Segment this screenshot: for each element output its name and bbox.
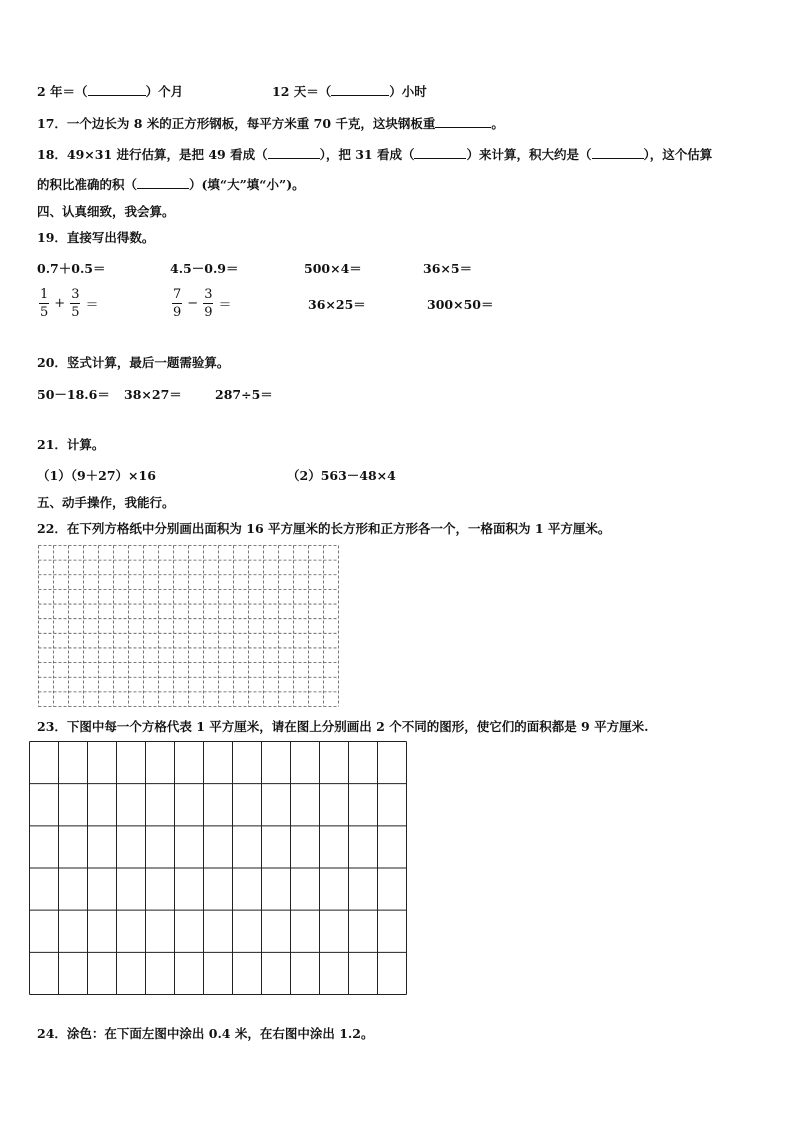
q21-item-2: （2）563－48×4 (287, 468, 396, 483)
numerator: 3 (71, 287, 80, 302)
q23-text: 23．下图中每一个方格代表 1 平方厘米，请在图上分别画出 2 个不同的图形，使它们的面积都是 9 平方厘米. (37, 719, 649, 734)
denominator: 9 (173, 305, 182, 320)
q18-line2 (37, 177, 305, 193)
q17-blank[interactable] (435, 126, 491, 128)
q18-blank-4[interactable] (137, 187, 189, 189)
q19-fraction-expr-1 (37, 286, 101, 321)
q19-item-3: 500×4＝ (304, 261, 362, 276)
minus-sign: − (187, 296, 199, 311)
q19-item-8: 300×50＝ (427, 297, 494, 312)
q18-text-c: ）来计算，积大约是（ (466, 147, 592, 162)
fraction (39, 286, 49, 321)
section-4-heading: 四、认真细致，我会算。 (37, 204, 175, 219)
q20-item-1: 50－18.6＝ (37, 387, 110, 402)
denominator: 5 (40, 305, 49, 320)
q21-title: 21．计算。 (37, 437, 105, 452)
q16-part2 (272, 84, 427, 100)
q18-line1 (37, 147, 712, 163)
denominator: 5 (71, 305, 80, 320)
q19-fraction-expr-2 (170, 286, 234, 321)
q16-part2-text: 12 天＝（ (272, 84, 332, 99)
q17 (37, 116, 504, 132)
q21-item-1: （1）（9＋27）×16 (37, 468, 156, 483)
q19-item-2: 4.5－0.9＝ (170, 261, 239, 276)
q18-blank-1[interactable] (268, 157, 320, 159)
fraction (172, 286, 182, 321)
fraction (70, 286, 80, 321)
equals-sign: ＝ (218, 298, 232, 313)
q18-text-a: 18．49×31 进行估算，是把 49 看成（ (37, 147, 268, 162)
q18-text-f: ）(填“大”填“小”)。 (189, 177, 305, 192)
q17-text: 17．一个边长为 8 米的正方形钢板，每平方米重 70 千克，这块钢板重 (37, 116, 436, 131)
numerator: 3 (204, 287, 213, 302)
q19-item-1: 0.7＋0.5＝ (37, 261, 106, 276)
q19-item-4: 36×5＝ (423, 261, 473, 276)
q18-blank-2[interactable] (414, 157, 466, 159)
numerator: 1 (40, 287, 49, 302)
fraction (203, 286, 213, 321)
square-grid[interactable] (29, 741, 408, 996)
plus-sign: + (54, 296, 66, 311)
q20-item-3: 287÷5＝ (215, 387, 273, 402)
q16-part2-end: ）小时 (389, 84, 427, 99)
q17-end: 。 (491, 116, 504, 131)
q19-title: 19．直接写出得数。 (37, 230, 155, 245)
q18-text-d: ），这个估算 (643, 147, 713, 162)
q18-text-e: 的积比准确的积（ (37, 177, 138, 192)
q19-item-7: 36×25＝ (308, 297, 366, 312)
q20-item-2: 38×27＝ (124, 387, 182, 402)
q20-title: 20．竖式计算，最后一题需验算。 (37, 355, 230, 370)
equals-sign: ＝ (85, 298, 99, 313)
q16-part1 (37, 84, 183, 100)
q18-text-b: ），把 31 看成（ (319, 147, 415, 162)
denominator: 9 (204, 305, 213, 320)
dashed-grid-paper[interactable] (38, 545, 340, 708)
q18-blank-3[interactable] (592, 157, 644, 159)
q16-part1-end: ）个月 (145, 84, 184, 99)
q16-blank-1[interactable] (88, 94, 146, 96)
q16-part1-text: 2 年＝（ (37, 84, 88, 99)
q24-text: 24．涂色：在下面左图中涂出 0.4 米，在右图中涂出 1.2。 (37, 1026, 374, 1041)
q22-text: 22．在下列方格纸中分别画出面积为 16 平方厘米的长方形和正方形各一个，一格面积为 1 平方厘米。 (37, 521, 611, 536)
numerator: 7 (173, 287, 182, 302)
q16-blank-2[interactable] (331, 94, 389, 96)
section-5-heading: 五、动手操作，我能行。 (37, 495, 175, 510)
